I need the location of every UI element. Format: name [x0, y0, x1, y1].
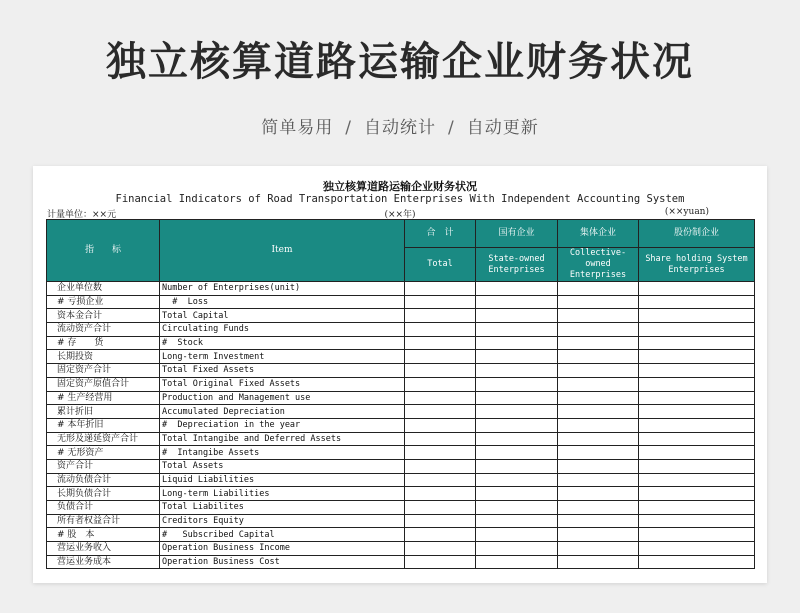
- table-row: [47, 405, 755, 419]
- cell-state[interactable]: [476, 336, 558, 350]
- cell-state[interactable]: [476, 446, 558, 460]
- cell-share[interactable]: [639, 282, 755, 296]
- row-label-en[interactable]: # Loss: [160, 295, 405, 309]
- row-label-cn[interactable]: # 本年折旧: [47, 418, 160, 432]
- table-row: [47, 309, 755, 323]
- cell-share[interactable]: [639, 542, 755, 556]
- cell-share[interactable]: [639, 514, 755, 528]
- row-label-en[interactable]: Accumulated Depreciation: [160, 405, 405, 419]
- cell-total[interactable]: [405, 473, 476, 487]
- row-label-cn[interactable]: 资本金合计: [47, 309, 160, 323]
- header-share-en: Share holding System Enterprises: [639, 248, 755, 282]
- row-label-en[interactable]: Total Fixed Assets: [160, 364, 405, 378]
- row-label-en[interactable]: # Depreciation in the year: [160, 418, 405, 432]
- cell-collective[interactable]: [558, 350, 639, 364]
- tagline-auto-stats: 自动统计: [364, 118, 436, 138]
- cell-state[interactable]: [476, 377, 558, 391]
- cell-collective[interactable]: [558, 473, 639, 487]
- cell-state[interactable]: [476, 418, 558, 432]
- cell-total[interactable]: [405, 418, 476, 432]
- row-label-en[interactable]: Number of Enterprises(unit): [160, 282, 405, 296]
- table-row: [47, 282, 755, 296]
- table-row: [47, 323, 755, 337]
- cell-state[interactable]: [476, 282, 558, 296]
- table-row: [47, 295, 755, 309]
- cell-state[interactable]: [476, 432, 558, 446]
- tagline-separator: /: [448, 118, 455, 138]
- cell-state[interactable]: [476, 528, 558, 542]
- cell-state[interactable]: [476, 459, 558, 473]
- row-label-cn[interactable]: 无形及递延资产合计: [47, 432, 160, 446]
- cell-collective[interactable]: [558, 459, 639, 473]
- tagline-separator: /: [345, 118, 352, 138]
- cell-total[interactable]: [405, 501, 476, 515]
- cell-total[interactable]: [405, 432, 476, 446]
- row-label-en[interactable]: Total Liabilites: [160, 501, 405, 515]
- cell-total[interactable]: [405, 446, 476, 460]
- cell-state[interactable]: [476, 309, 558, 323]
- row-label-cn[interactable]: # 生产经营用: [47, 391, 160, 405]
- cell-total[interactable]: [405, 487, 476, 501]
- cell-collective[interactable]: [558, 418, 639, 432]
- cell-collective[interactable]: [558, 528, 639, 542]
- header-total-cn: 合 计: [405, 220, 476, 248]
- header-state-cn: 国有企业: [476, 220, 558, 248]
- cell-collective[interactable]: [558, 555, 639, 569]
- feature-tagline: [0, 113, 800, 138]
- cell-share[interactable]: [639, 446, 755, 460]
- table-row: [47, 514, 755, 528]
- cell-total[interactable]: [405, 336, 476, 350]
- cell-share[interactable]: [639, 336, 755, 350]
- cell-share[interactable]: [639, 364, 755, 378]
- row-label-en[interactable]: Total Assets: [160, 459, 405, 473]
- row-label-en[interactable]: # Stock: [160, 336, 405, 350]
- header-collective-en: Collective-owned Enterprises: [558, 248, 639, 282]
- cell-share[interactable]: [639, 459, 755, 473]
- header-collective-cn: 集体企业: [558, 220, 639, 248]
- row-label-cn[interactable]: 流动资产合计: [47, 323, 160, 337]
- cell-total[interactable]: [405, 391, 476, 405]
- cell-total[interactable]: [405, 405, 476, 419]
- cell-state[interactable]: [476, 295, 558, 309]
- row-label-cn[interactable]: 固定资产合计: [47, 364, 160, 378]
- header-total-en: Total: [405, 248, 476, 282]
- cell-share[interactable]: [639, 432, 755, 446]
- table-row: [47, 473, 755, 487]
- row-label-en[interactable]: Operation Business Income: [160, 542, 405, 556]
- table-row: [47, 377, 755, 391]
- cell-share[interactable]: [639, 405, 755, 419]
- cell-state[interactable]: [476, 391, 558, 405]
- table-row: [47, 487, 755, 501]
- cell-collective[interactable]: [558, 282, 639, 296]
- cell-total[interactable]: [405, 364, 476, 378]
- table-row: [47, 528, 755, 542]
- row-label-cn[interactable]: 负债合计: [47, 501, 160, 515]
- cell-collective[interactable]: [558, 377, 639, 391]
- cell-total[interactable]: [405, 555, 476, 569]
- year-label: (××年): [384, 210, 416, 220]
- cell-collective[interactable]: [558, 514, 639, 528]
- cell-share[interactable]: [639, 555, 755, 569]
- cell-share[interactable]: [639, 487, 755, 501]
- cell-collective[interactable]: [558, 501, 639, 515]
- cell-collective[interactable]: [558, 391, 639, 405]
- row-label-cn[interactable]: 营运业务成本: [47, 555, 160, 569]
- cell-total[interactable]: [405, 295, 476, 309]
- table-row: [47, 459, 755, 473]
- row-label-en[interactable]: Production and Management use: [160, 391, 405, 405]
- cell-collective[interactable]: [558, 542, 639, 556]
- cell-collective[interactable]: [558, 309, 639, 323]
- cell-total[interactable]: [405, 459, 476, 473]
- cell-collective[interactable]: [558, 405, 639, 419]
- page-title: 独立核算道路运输企业财务状况: [106, 39, 694, 85]
- cell-share[interactable]: [639, 528, 755, 542]
- cell-state[interactable]: [476, 501, 558, 515]
- cell-state[interactable]: [476, 405, 558, 419]
- row-label-en[interactable]: Liquid Liabilities: [160, 473, 405, 487]
- cell-share[interactable]: [639, 377, 755, 391]
- cell-share[interactable]: [639, 323, 755, 337]
- table-row: [47, 555, 755, 569]
- row-label-cn[interactable]: 固定资产原值合计: [47, 377, 160, 391]
- cell-state[interactable]: [476, 514, 558, 528]
- cell-collective[interactable]: [558, 364, 639, 378]
- cell-total[interactable]: [405, 528, 476, 542]
- cell-total[interactable]: [405, 514, 476, 528]
- cell-state[interactable]: [476, 555, 558, 569]
- header-share-cn: 股份制企业: [639, 220, 755, 248]
- table-row: [47, 391, 755, 405]
- row-label-cn[interactable]: 企业单位数: [47, 282, 160, 296]
- cell-share[interactable]: [639, 391, 755, 405]
- table-row: [47, 446, 755, 460]
- cell-total[interactable]: [405, 309, 476, 323]
- table-row: [47, 542, 755, 556]
- table-row: [47, 364, 755, 378]
- row-label-cn[interactable]: 所有者权益合计: [47, 514, 160, 528]
- row-label-en[interactable]: Long-term Liabilities: [160, 487, 405, 501]
- cell-share[interactable]: [639, 350, 755, 364]
- row-label-cn[interactable]: 流动负债合计: [47, 473, 160, 487]
- cell-state[interactable]: [476, 364, 558, 378]
- cell-collective[interactable]: [558, 323, 639, 337]
- cell-collective[interactable]: [558, 295, 639, 309]
- cell-state[interactable]: [476, 542, 558, 556]
- cell-state[interactable]: [476, 323, 558, 337]
- cell-state[interactable]: [476, 487, 558, 501]
- table-row: [47, 418, 755, 432]
- cell-collective[interactable]: [558, 446, 639, 460]
- cell-total[interactable]: [405, 323, 476, 337]
- row-label-en[interactable]: # Subscribed Capital: [160, 528, 405, 542]
- row-label-cn[interactable]: 累计折旧: [47, 405, 160, 419]
- currency-label: (××yuan): [664, 207, 709, 217]
- row-label-cn[interactable]: 长期负债合计: [47, 487, 160, 501]
- row-label-en[interactable]: Total Intangibe and Deferred Assets: [160, 432, 405, 446]
- header-state-en: State-owned Enterprises: [476, 248, 558, 282]
- table-row: [47, 336, 755, 350]
- tagline-auto-update: 自动更新: [466, 118, 539, 138]
- cell-share[interactable]: [639, 418, 755, 432]
- row-label-cn[interactable]: # 无形资产: [47, 446, 160, 460]
- cell-collective[interactable]: [558, 487, 639, 501]
- row-label-cn[interactable]: # 存 货: [47, 336, 160, 350]
- cell-total[interactable]: [405, 282, 476, 296]
- cell-collective[interactable]: [558, 432, 639, 446]
- row-label-cn[interactable]: # 亏损企业: [47, 295, 160, 309]
- table-row: [47, 501, 755, 515]
- cell-total[interactable]: [405, 542, 476, 556]
- table-row: [47, 350, 755, 364]
- table-row: [47, 432, 755, 446]
- row-label-en[interactable]: Total Capital: [160, 309, 405, 323]
- row-label-en[interactable]: # Intangibe Assets: [160, 446, 405, 460]
- unit-label: 计量单位：××元: [47, 210, 117, 220]
- cell-state[interactable]: [476, 350, 558, 364]
- financial-table: [46, 219, 755, 569]
- row-label-cn[interactable]: 资产合计: [47, 459, 160, 473]
- row-label-en[interactable]: Circulating Funds: [160, 323, 405, 337]
- cell-total[interactable]: [405, 377, 476, 391]
- row-label-cn[interactable]: 营运业务收入: [47, 542, 160, 556]
- cell-share[interactable]: [639, 501, 755, 515]
- cell-share[interactable]: [639, 309, 755, 323]
- cell-total[interactable]: [405, 350, 476, 364]
- row-label-en[interactable]: Total Original Fixed Assets: [160, 377, 405, 391]
- cell-share[interactable]: [639, 473, 755, 487]
- header-indicator: 指 标: [47, 220, 160, 282]
- row-label-cn[interactable]: 长期投资: [47, 350, 160, 364]
- row-label-en[interactable]: Creditors Equity: [160, 514, 405, 528]
- row-label-en[interactable]: Long-term Investment: [160, 350, 405, 364]
- sheet-title: 独立核算道路运输企业财务状况: [323, 180, 477, 193]
- sheet-subtitle: Financial Indicators of Road Transportation Enterprises With Independent Accounting System: [115, 193, 685, 205]
- header-item: Item: [160, 220, 405, 282]
- row-label-cn[interactable]: # 股 本: [47, 528, 160, 542]
- spreadsheet-preview: [33, 166, 767, 583]
- row-label-en[interactable]: Operation Business Cost: [160, 555, 405, 569]
- tagline-easy: 简单易用: [261, 118, 334, 138]
- cell-collective[interactable]: [558, 336, 639, 350]
- cell-state[interactable]: [476, 473, 558, 487]
- cell-share[interactable]: [639, 295, 755, 309]
